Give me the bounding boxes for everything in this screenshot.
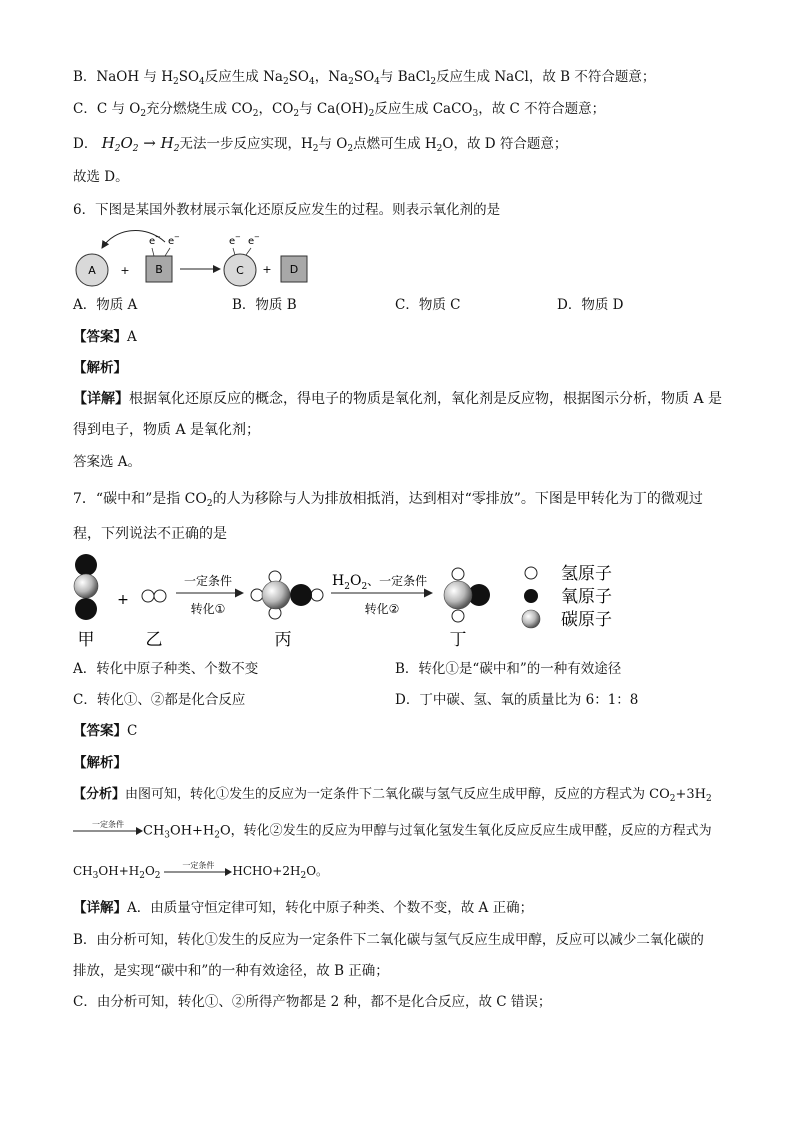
q6-stem: 6．下图是某国外教材展示氧化还原反应发生的过程。则表示氧化剂的是 [73,202,501,218]
arrow2-label: 转化② [364,602,400,616]
ding-hydrogen-bottom [452,610,464,622]
svg-text:−: − [254,233,260,241]
yi-label: 乙 [145,630,163,650]
q7-plus-sign: + [117,592,129,608]
redox-diagram [70,226,330,292]
q5-option-c-explanation: C．C 与 $O_2$充分燃烧生成 $CO_2$，$CO_2$与 $Ca(OH)_2$反应生成 CaCO$_3$，故 C 不符合题意； [73,101,606,119]
jia-oxygen-bottom [75,598,97,620]
q5-conclusion: 故选 D。 [73,169,129,185]
jia-carbon [74,574,98,598]
q7-fenxi-line3: $CH_3OH+H_2O_2$ 一定条件 $HCHO+2H_2O$。 [73,860,329,881]
bing-hydrogen-right [311,589,323,601]
q6-conclusion: 答案选 A。 [73,454,142,470]
q7-fenxi-line2: 一定条件 $CH_3OH+H_2O$，转化②发生的反应为甲醇与过氧化氢发生氧化反应反应生成甲醛，反应的方程式为 [73,822,734,841]
q7-stem-line2: 程，下列说法不正确的是 [73,526,227,542]
bing-label: 丙 [274,630,292,650]
electron-c-2: e [248,236,255,247]
q7-option-a: A．转化中原子种类、个数不变 [73,661,259,677]
electron-b-1: e [149,236,156,247]
q6-option-c: C．物质 C [395,297,461,313]
legend-oxygen-icon [524,589,538,603]
arrow2-condition: $H_2O_2$、一定条件 [332,573,428,592]
legend-hydrogen-icon [525,567,537,579]
plus-sign-2: + [262,263,272,276]
q7-detail-c: C．由分析可知，转化①、②所得产物都是 2 种，都不是化合反应，故 C 错误； [73,994,552,1010]
q6-answer: 【答案】A [73,329,137,345]
ding-carbon [444,581,472,609]
carbon-neutral-diagram [66,553,636,653]
particle-a-label: A [88,264,96,277]
svg-text:−: − [174,233,180,241]
q7-detail-b2: 排放，是实现“碳中和”的一种有效途径，故 B 正确； [73,963,389,979]
q6-detail-line2: 得到电子，物质 A 是氧化剂； [73,422,261,438]
q6-option-a: A．物质 A [73,297,138,313]
arrow1-label: 转化① [190,602,226,616]
q5-option-b-explanation: B．NaOH 与 $H_2SO_4$反应生成 $Na_2SO_4$，$Na_2SO_4$与 BaCl$_2$反应生成 NaCl，故 B 不符合题意； [73,69,656,87]
ding-label: 丁 [449,630,467,650]
yi-hydrogen-1 [142,590,154,602]
q6-analysis-tag: 【解析】 [73,360,127,376]
q7-fenxi-line1: 【分析】由图可知，转化①发生的反应为一定条件下二氧化碳与氢气反应生成甲醇，反应的方程式为 $CO_2+3H_2$ [73,787,712,804]
q7-option-b: B．转化①是“碳中和”的一种有效途径 [395,661,622,677]
bing-oxygen [290,584,312,606]
legend-carbon-icon [522,610,540,628]
q6-option-b: B．物质 B [232,297,297,313]
q7-detail-b1: B．由分析可知，转化①发生的反应为一定条件下二氧化碳与氢气反应生成甲醇，反应可以减少二氧化碳的 [73,932,704,948]
bing-carbon [262,581,290,609]
legend-hydrogen-label: 氢原子 [561,564,612,584]
q6-option-d: D．物质 D [557,297,624,313]
yi-hydrogen-2 [154,590,166,602]
q7-analysis-tag: 【解析】 [73,755,127,771]
q7-option-d: D．丁中碳、氢、氧的质量比为 6：1：8 [395,692,639,708]
bing-hydrogen-left [251,589,263,601]
condition-arrow-1: 一定条件 [73,822,143,840]
plus-sign-1: + [120,264,130,277]
particle-d-label: D [289,263,299,276]
svg-text:−: − [155,233,161,241]
condition-arrow-2: 一定条件 [164,863,232,881]
svg-text:−: − [235,233,241,241]
jia-oxygen-top [75,554,97,576]
electron-b-2: e [168,236,175,247]
particle-c-label: C [236,264,244,277]
q7-detail-a: 【详解】A．由质量守恒定律可知，转化中原子种类、个数不变，故 A 正确； [73,900,534,916]
arrow1-condition: 一定条件 [183,574,233,588]
electron-c-1: e [229,236,236,247]
legend-oxygen-label: 氧原子 [561,587,612,607]
q6-detail-line1: 【详解】根据氧化还原反应的概念，得电子的物质是氧化剂，氧化剂是反应物，根据图示分析，物质 A 是 [73,391,723,407]
q7-answer: 【答案】C [73,723,138,739]
q5-option-d-explanation: D． $H_2O_2 \to H_2$无法一步反应实现，$H_2$与 $O_2$点燃可生成 $H_2O$，故 D 符合题意； [73,134,568,154]
q7-option-c: C．转化①、②都是化合反应 [73,692,246,708]
legend-carbon-label: 碳原子 [561,610,612,630]
q7-stem-line1: 7．“碳中和”是指 $CO_2$的人为移除与人为排放相抵消，达到相对“零排放”。下图是甲转化为丁的微观过 [73,491,703,509]
jia-label: 甲 [77,630,95,650]
particle-b-label: B [155,263,163,276]
ding-hydrogen-top [452,568,464,580]
